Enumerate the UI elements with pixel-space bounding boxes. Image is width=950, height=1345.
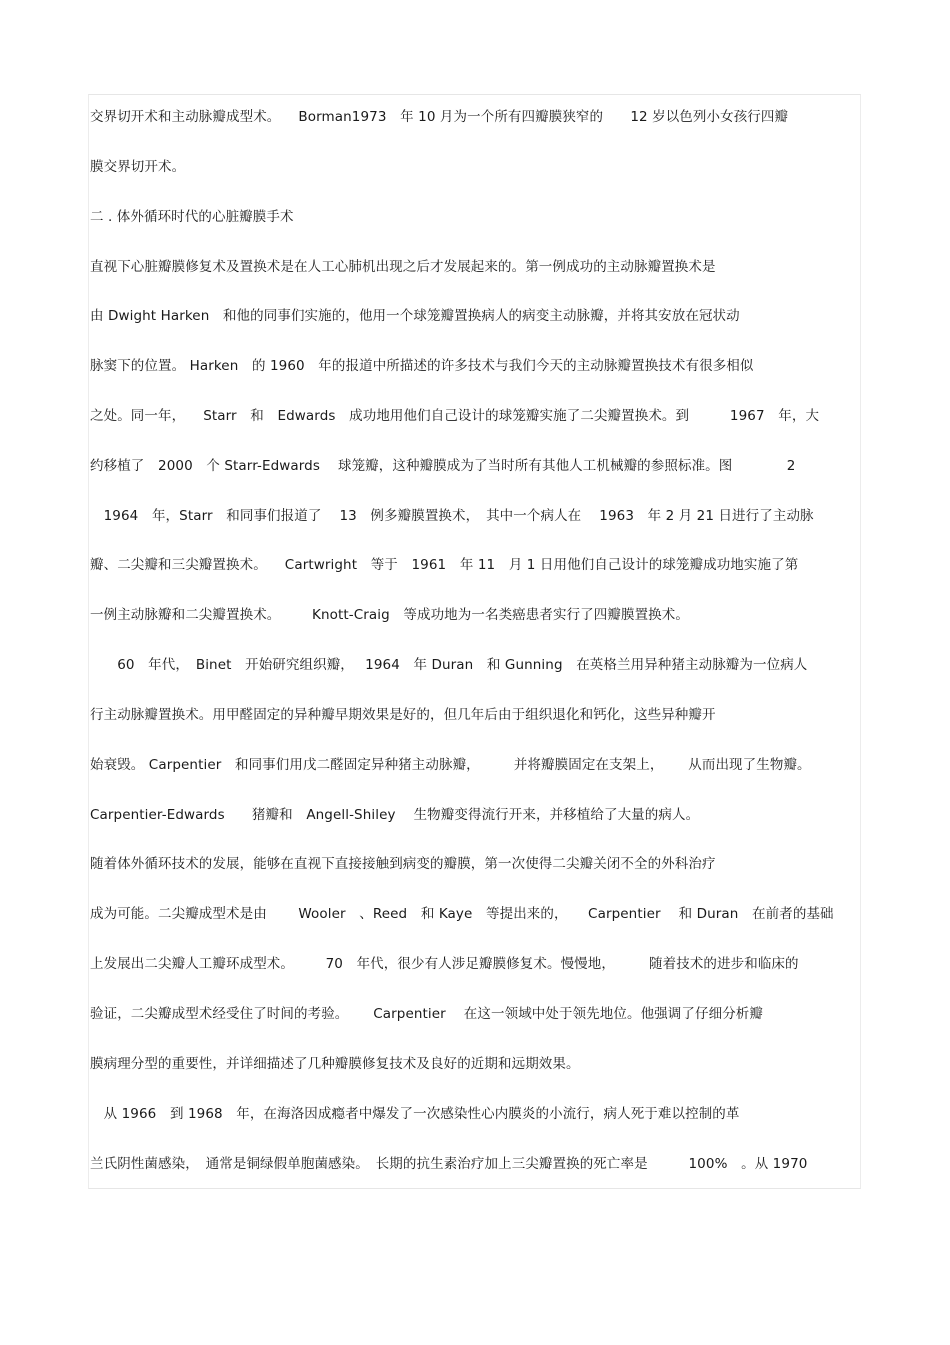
text-line: 上发展出二尖瓣人工瓣环成型术。 70 年代，很少有人涉足瓣膜修复术。慢慢地， 随着技术的进步和临床的 [90, 956, 799, 972]
text-line: 行主动脉瓣置换术。用甲醛固定的异种瓣早期效果是好的，但几年后由于组织退化和钙化，这些异种瓣开 [90, 707, 716, 723]
section-heading: 二 . 体外循环时代的心脏瓣膜手术 [90, 209, 294, 225]
text-line: 瓣、二尖瓣和三尖瓣置换术。 Cartwright 等于 1961 年 11 月 1 日用他们自己设计的球笼瓣成功地实施了第 [90, 557, 799, 573]
text-line: 由 Dwight Harken 和他的同事们实施的，他用一个球笼瓣置换病人的病变主动脉瓣，并将其安放在冠状动 [90, 308, 740, 324]
text-line: 直视下心脏瓣膜修复术及置换术是在人工心肺机出现之后才发展起来的。第一例成功的主动脉瓣置换术是 [90, 259, 716, 275]
text-line: Carpentier-Edwards 猪瓣和 Angell-Shiley 生物瓣变得流行开来，并移植给了大量的病人。 [90, 807, 700, 823]
text-line: 随着体外循环技术的发展，能够在直视下直接接触到病变的瓣膜，第一次使得二尖瓣关闭不全的外科治疗 [90, 856, 716, 872]
text-line: 从 1966 到 1968 年，在海洛因成瘾者中爆发了一次感染性心内膜炎的小流行，病人死于难以控制的革 [90, 1106, 740, 1122]
text-line: 之处。同一年， Starr 和 Edwards 成功地用他们自己设计的球笼瓣实施了二尖瓣置换术。到 1967 年，大 [90, 408, 820, 424]
text-line: 膜病理分型的重要性，并详细描述了几种瓣膜修复技术及良好的近期和远期效果。 [90, 1056, 580, 1072]
text-line: 兰氏阴性菌感染， 通常是铜绿假单胞菌感染。 长期的抗生素治疗加上三尖瓣置换的死亡率是 100% 。从 1970 [90, 1156, 808, 1172]
text-line: 膜交界切开术。 [90, 159, 186, 175]
text-line: 成为可能。二尖瓣成型术是由 Wooler 、Reed 和 Kaye 等提出来的， Carpentier 和 Duran 在前者的基础 [90, 906, 834, 922]
text-line: 1964 年，Starr 和同事们报道了 13 例多瓣膜置换术， 其中一个病人在 1963 年 2 月 21 日进行了主动脉 [90, 508, 814, 524]
text-line: 60 年代， Binet 开始研究组织瓣， 1964 年 Duran 和 Gunning 在英格兰用异种猪主动脉瓣为一位病人 [90, 657, 808, 673]
text-line: 一例主动脉瓣和二尖瓣置换术。 Knott-Craig 等成功地为一名类癌患者实行了四瓣膜置换术。 [90, 607, 689, 623]
text-line: 脉窦下的位置。 Harken 的 1960 年的报道中所描述的许多技术与我们今天的主动脉瓣置换技术有很多相似 [90, 358, 754, 374]
text-line: 始衰毁。 Carpentier 和同事们用戊二醛固定异种猪主动脉瓣， 并将瓣膜固定在支架上， 从而出现了生物瓣。 [90, 757, 811, 773]
text-line: 验证，二尖瓣成型术经受住了时间的考验。 Carpentier 在这一领域中处于领先地位。他强调了仔细分析瓣 [90, 1006, 764, 1022]
text-line: 交界切开术和主动脉瓣成型术。 Borman1973 年 10 月为一个所有四瓣膜狭窄的 12 岁以色列小女孩行四瓣 [90, 109, 789, 125]
text-line: 约移植了 2000 个 Starr-Edwards 球笼瓣，这种瓣膜成为了当时所有其他人工机械瓣的参照标准。图 2 [90, 458, 796, 474]
